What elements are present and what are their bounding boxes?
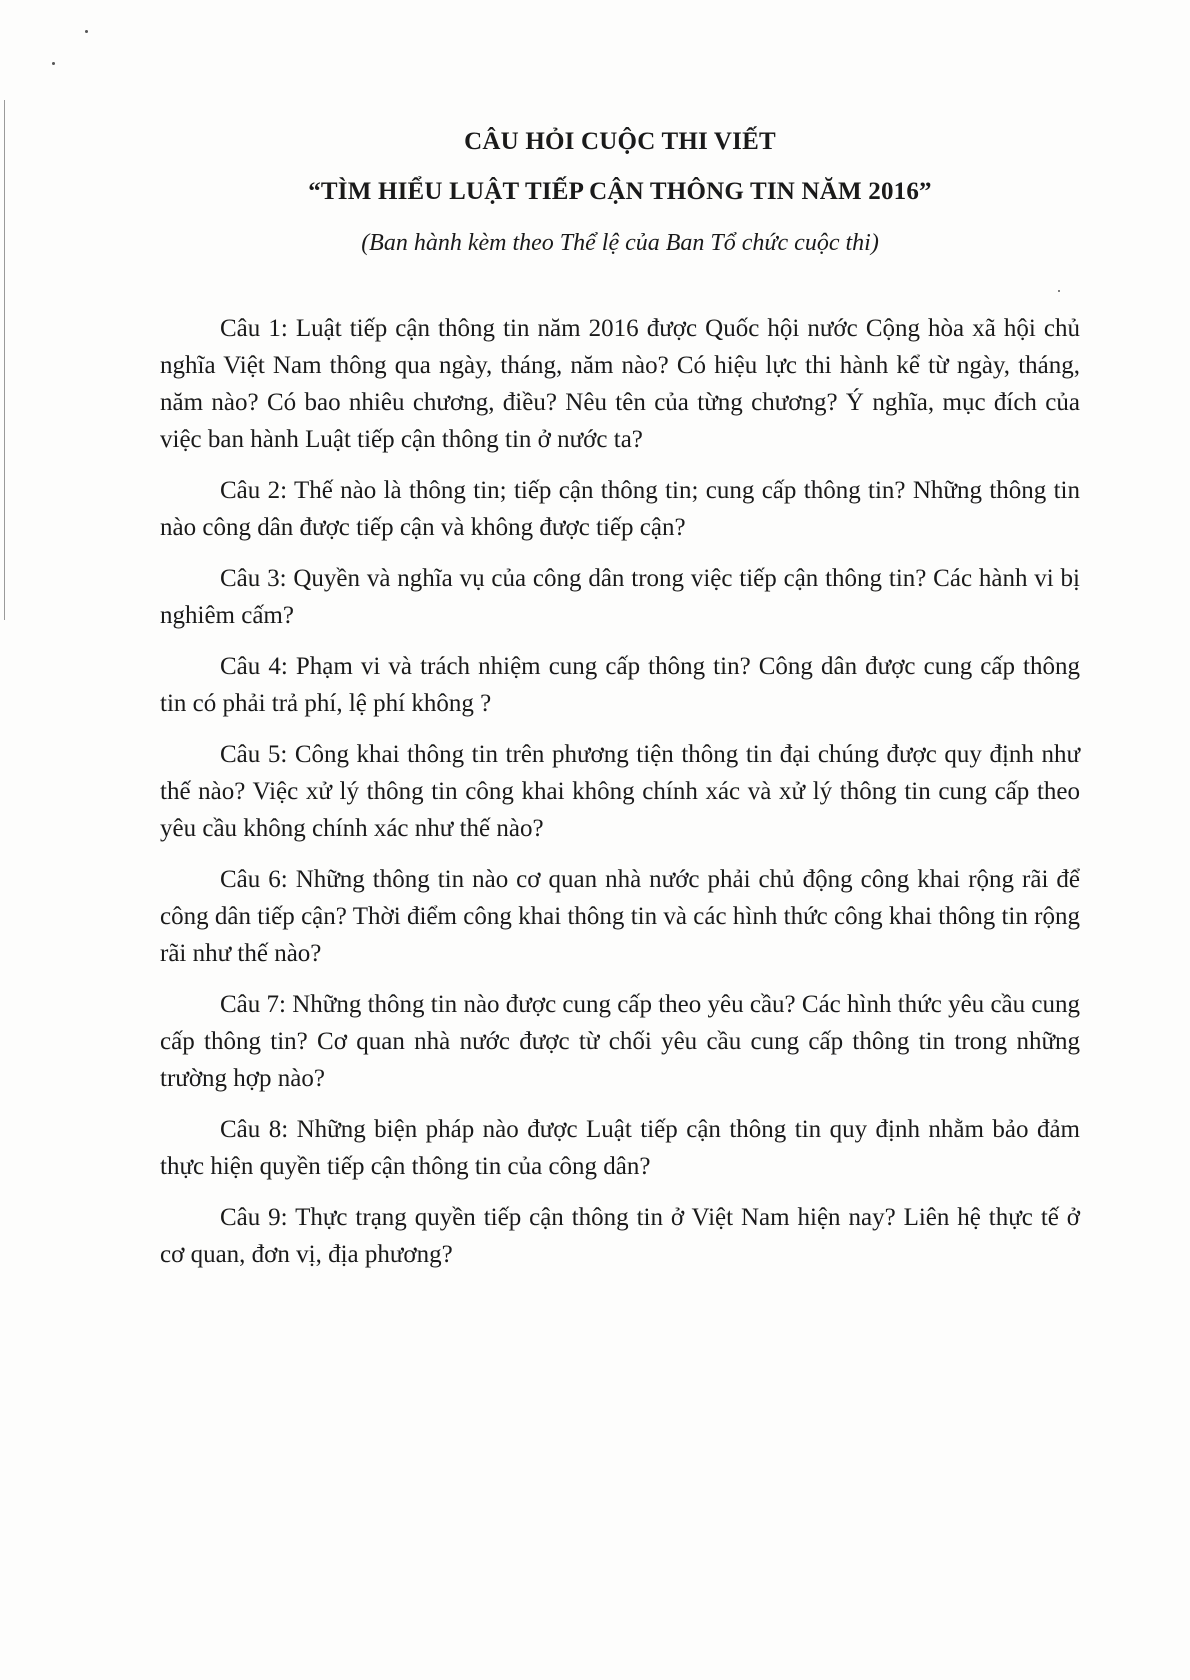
scan-speck	[52, 62, 55, 65]
document-subtitle: (Ban hành kèm theo Thể lệ của Ban Tổ chức cuộc thi)	[361, 230, 879, 256]
document-title: CÂU HỎI CUỘC THI VIẾT	[464, 128, 776, 155]
question-8: Câu 8: Những biện pháp nào được Luật tiếp cận thông tin quy định nhằm bảo đảm thực hiện quyền tiếp cận thông tin của công dân?	[160, 1116, 1080, 1180]
scan-speck	[85, 30, 88, 33]
question-2: Câu 2: Thế nào là thông tin; tiếp cận thông tin; cung cấp thông tin? Những thông tin nào công dân được tiếp cận và không được tiếp cận?	[160, 477, 1080, 541]
question-1: Câu 1: Luật tiếp cận thông tin năm 2016 được Quốc hội nước Cộng hòa xã hội chủ nghĩa Việt Nam thông qua ngày, tháng, năm nào? Có hiệu lực thi hành kể từ ngày, tháng, năm nào? Có bao nhiêu chương, điều? Nêu tên của từng chương? Ý nghĩa, mục đích của việc ban hành Luật tiếp cận thông tin ở nước ta?	[160, 315, 1080, 453]
question-9: Câu 9: Thực trạng quyền tiếp cận thông tin ở Việt Nam hiện nay? Liên hệ thực tế ở cơ quan, đơn vị, địa phương?	[160, 1204, 1080, 1268]
question-6: Câu 6: Những thông tin nào cơ quan nhà nước phải chủ động công khai rộng rãi để công dân tiếp cận? Thời điểm công khai thông tin và các hình thức công khai thông tin rộng rãi như thế nào?	[160, 866, 1080, 967]
scan-edge-line	[4, 100, 5, 620]
question-7: Câu 7: Những thông tin nào được cung cấp theo yêu cầu? Các hình thức yêu cầu cung cấp thông tin? Cơ quan nhà nước được từ chối yêu cầu cung cấp thông tin trong những trường hợp nào?	[160, 991, 1080, 1092]
question-4: Câu 4: Phạm vi và trách nhiệm cung cấp thông tin? Công dân được cung cấp thông tin có phải trả phí, lệ phí không ?	[160, 653, 1080, 717]
question-5: Câu 5: Công khai thông tin trên phương tiện thông tin đại chúng được quy định như thế nào? Việc xử lý thông tin công khai không chính xác và xử lý thông tin cung cấp theo yêu cầu không chính xác như thế nào?	[160, 741, 1080, 842]
scan-speck	[1058, 290, 1060, 292]
question-3: Câu 3: Quyền và nghĩa vụ của công dân trong việc tiếp cận thông tin? Các hành vi bị nghiêm cấm?	[160, 565, 1080, 629]
question-list	[160, 310, 1080, 1287]
document-title-subject: “TÌM HIỂU LUẬT TIẾP CẬN THÔNG TIN NĂM 2016”	[308, 178, 932, 205]
